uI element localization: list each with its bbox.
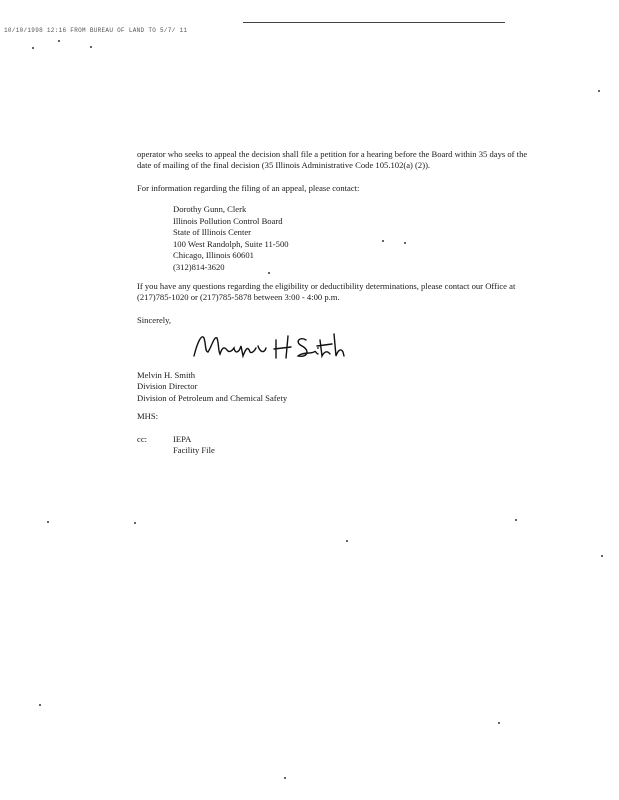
scan-speck xyxy=(601,555,603,557)
signer-title: Division Director xyxy=(137,381,198,392)
signer-division: Division of Petroleum and Chemical Safety xyxy=(137,392,288,403)
contact-line: Illinois Pollution Control Board xyxy=(173,215,283,226)
scan-speck xyxy=(58,40,60,42)
contact-line: Chicago, Illinois 60601 xyxy=(173,250,254,261)
cc-label: cc: xyxy=(137,434,148,444)
scan-speck xyxy=(134,522,136,524)
cc-recipient: Facility File xyxy=(173,445,215,456)
cc-list xyxy=(173,434,215,457)
contact-intro-paragraph: For information regarding the filing of an appeal, please contact: xyxy=(137,183,360,193)
signer-name: Melvin H. Smith xyxy=(137,370,196,380)
contact-line: 100 West Randolph, Suite 11-500 xyxy=(173,238,289,249)
contact-line: (312)814-3620 xyxy=(173,261,225,272)
scan-speck xyxy=(32,47,34,49)
cc-recipient: IEPA xyxy=(173,434,192,444)
scan-speck xyxy=(90,46,92,48)
contact-line: State of Illinois Center xyxy=(173,227,252,238)
handwritten-signature xyxy=(190,326,350,366)
scan-speck xyxy=(346,540,348,542)
signature-block xyxy=(137,370,287,404)
scan-speck xyxy=(498,722,500,724)
contact-address-block xyxy=(173,204,289,274)
top-rule xyxy=(243,22,505,23)
contact-line: Dorothy Gunn, Clerk xyxy=(173,204,247,214)
typist-initials: MHS: xyxy=(137,411,159,421)
questions-paragraph: If you have any questions regarding the eligibility or deductibility determinations, please contact our Office at (217)785-1020 or (217)785-5878 between 3:00 - 4:00 p.m. xyxy=(137,281,516,302)
scan-speck xyxy=(39,704,41,706)
scan-speck xyxy=(404,242,406,244)
scan-speck xyxy=(47,521,49,523)
scan-speck xyxy=(284,777,286,779)
scan-speck xyxy=(515,519,517,521)
scan-speck xyxy=(598,90,600,92)
appeal-paragraph: operator who seeks to appeal the decision shall file a petition for a hearing before the Board within 35 days of the date of mailing of the final decision (35 Illinois Administrative Code 105.102(a) (2)). xyxy=(137,149,528,170)
scan-speck xyxy=(382,240,384,242)
fax-header-line: 10/10/1998 12:16 FROM BUREAU OF LAND TO 5/7/ 11 xyxy=(4,27,188,34)
salutation: Sincerely, xyxy=(137,315,172,325)
